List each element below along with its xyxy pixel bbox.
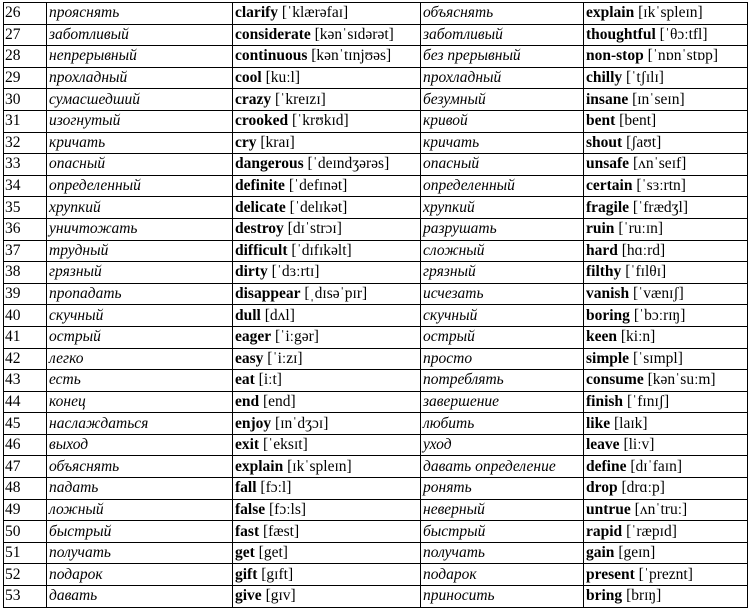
transcription: [ˈkrʊkɪd] (291, 112, 349, 130)
transcription: [ˈfrædʒl] (632, 198, 689, 216)
english-entry (233, 110, 421, 132)
row-number: 29 (4, 67, 47, 89)
transcription: [ˈiːgər] (275, 328, 319, 346)
transcription: [iːt] (258, 371, 282, 389)
table-row (4, 3, 748, 25)
transcription: [drɑːp] (621, 479, 665, 497)
row-number: 45 (4, 413, 47, 435)
table-row (4, 586, 748, 608)
transcription: [ɪnˈdʒɔɪ] (275, 414, 329, 432)
transcription: [end] (263, 392, 296, 410)
russian-word: прояснять (47, 3, 233, 25)
table-row (4, 542, 748, 564)
table-row (4, 132, 748, 154)
english-synonym: define (586, 457, 627, 475)
english-entry (233, 348, 421, 370)
english-synonym-entry (584, 434, 748, 456)
transcription: [ɪkˈspleɪn] (287, 457, 352, 475)
russian-word: острый (47, 326, 233, 348)
russian-synonym: сложный (421, 240, 584, 262)
english-word: gift (235, 565, 258, 583)
english-entry (233, 197, 421, 219)
row-number: 36 (4, 218, 47, 240)
english-word: dull (235, 306, 261, 324)
transcription: [ɪnˈseɪn] (632, 90, 685, 108)
english-synonym: bring (586, 587, 623, 605)
russian-word: заботливый (47, 24, 233, 46)
russian-word: пропадать (47, 283, 233, 305)
row-number: 35 (4, 197, 47, 219)
english-entry (233, 478, 421, 500)
english-synonym-entry (584, 240, 748, 262)
row-number: 50 (4, 521, 47, 543)
transcription: [gɪv] (265, 587, 296, 605)
transcription: [ˈdɪfɪkəlt] (291, 241, 352, 259)
transcription: [get] (258, 544, 288, 562)
english-entry (233, 3, 421, 25)
english-synonym-entry (584, 391, 748, 413)
table-row (4, 197, 748, 219)
english-word: delicate (235, 198, 286, 216)
transcription: [gɪft] (261, 565, 294, 583)
russian-word: давать (47, 586, 233, 608)
english-word: cool (235, 69, 262, 87)
english-synonym-entry (584, 478, 748, 500)
transcription: [ˈiːzɪ] (267, 349, 303, 367)
russian-synonym: просто (421, 348, 584, 370)
english-synonym-entry (584, 132, 748, 154)
english-synonym-entry (584, 586, 748, 608)
row-number: 31 (4, 110, 47, 132)
english-entry (233, 218, 421, 240)
russian-synonym: прохладный (421, 67, 584, 89)
row-number: 46 (4, 434, 47, 456)
table-row (4, 370, 748, 392)
english-synonym-entry (584, 521, 748, 543)
transcription: [hɑːrd] (621, 241, 666, 259)
transcription: [ˈdɜːrtɪ] (271, 263, 320, 281)
russian-word: трудный (47, 240, 233, 262)
table-row (4, 218, 748, 240)
transcription: [ˈtʃɪlɪ] (626, 69, 664, 87)
english-synonym-entry (584, 370, 748, 392)
english-synonym: untrue (586, 500, 631, 518)
transcription: [dɪˈstrɔɪ] (287, 220, 342, 238)
english-synonym: ruin (586, 220, 615, 238)
english-entry (233, 154, 421, 176)
russian-word: объяснять (47, 456, 233, 478)
russian-word: уничтожать (47, 218, 233, 240)
english-synonym: consume (586, 371, 644, 389)
english-synonym-entry (584, 499, 748, 521)
english-synonym-entry (584, 67, 748, 89)
transcription: [ʃaʊt] (626, 133, 662, 151)
english-word: disappear (235, 285, 301, 303)
english-entry (233, 175, 421, 197)
english-synonym-entry (584, 46, 748, 68)
row-number: 42 (4, 348, 47, 370)
english-synonym-entry (584, 456, 748, 478)
table-row (4, 521, 748, 543)
russian-word: опасный (47, 154, 233, 176)
transcription: [fɔːls] (269, 500, 307, 518)
english-entry (233, 413, 421, 435)
english-synonym: like (586, 414, 611, 432)
english-synonym-entry (584, 348, 748, 370)
transcription: [laɪk] (614, 414, 648, 432)
russian-word: подарок (47, 564, 233, 586)
transcription: [ˈræpɪd] (626, 522, 677, 540)
transcription: [ˈsɜːrtn] (636, 177, 686, 195)
russian-synonym: острый (421, 326, 584, 348)
english-entry (233, 46, 421, 68)
russian-synonym: хрупкий (421, 197, 584, 219)
english-entry (233, 521, 421, 543)
english-entry (233, 67, 421, 89)
english-synonym: drop (586, 479, 618, 497)
transcription: [bent] (619, 112, 657, 130)
russian-synonym: потреблять (421, 370, 584, 392)
table-row (4, 478, 748, 500)
english-word: considerate (235, 25, 311, 43)
transcription: [ˈdelɪkət] (289, 198, 348, 216)
table-row (4, 175, 748, 197)
russian-synonym: давать определение (421, 456, 584, 478)
transcription: [ɪkˈspleɪn] (638, 4, 703, 22)
russian-word: грязный (47, 262, 233, 284)
table-row (4, 413, 748, 435)
english-word: definite (235, 177, 285, 195)
table-row (4, 24, 748, 46)
transcription: [geɪn] (618, 544, 656, 562)
english-synonym-entry (584, 326, 748, 348)
table-row (4, 46, 748, 68)
english-entry (233, 132, 421, 154)
table-row (4, 391, 748, 413)
table-row (4, 456, 748, 478)
row-number: 40 (4, 305, 47, 327)
english-synonym-entry (584, 413, 748, 435)
russian-word: определенный (47, 175, 233, 197)
transcription: [fɔːl] (260, 479, 292, 497)
row-number: 32 (4, 132, 47, 154)
row-number: 47 (4, 456, 47, 478)
english-synonym-entry (584, 197, 748, 219)
english-entry (233, 586, 421, 608)
table-row (4, 564, 748, 586)
english-entry (233, 240, 421, 262)
english-synonym: keen (586, 328, 617, 346)
transcription: [kənˈsɪdərət] (314, 25, 394, 43)
table-row (4, 89, 748, 111)
transcription: [kraɪ] (260, 133, 295, 151)
row-number: 52 (4, 564, 47, 586)
english-entry (233, 89, 421, 111)
russian-synonym: ронять (421, 478, 584, 500)
english-entry (233, 326, 421, 348)
russian-word: изогнутый (47, 110, 233, 132)
english-synonym-entry (584, 283, 748, 305)
transcription: [kənˈtɪnjʊəs] (311, 47, 392, 65)
russian-synonym: заботливый (421, 24, 584, 46)
russian-word: сумасшедший (47, 89, 233, 111)
russian-word: непрерывный (47, 46, 233, 68)
russian-word: выход (47, 434, 233, 456)
table-row (4, 240, 748, 262)
table-row (4, 154, 748, 176)
english-word: enjoy (235, 414, 272, 432)
russian-synonym: получать (421, 542, 584, 564)
russian-synonym: быстрый (421, 521, 584, 543)
english-word: explain (235, 457, 284, 475)
row-number: 43 (4, 370, 47, 392)
russian-word: падать (47, 478, 233, 500)
table-row (4, 499, 748, 521)
english-entry (233, 391, 421, 413)
transcription: [ˈkreɪzɪ] (275, 90, 326, 108)
english-word: clarify (235, 4, 279, 22)
english-synonym: filthy (586, 263, 622, 281)
english-entry (233, 499, 421, 521)
transcription: [ˈruːɪn] (618, 220, 664, 238)
english-entry (233, 283, 421, 305)
english-synonym-entry (584, 110, 748, 132)
russian-word: ложный (47, 499, 233, 521)
russian-word: хрупкий (47, 197, 233, 219)
english-entry (233, 542, 421, 564)
english-synonym: boring (586, 306, 630, 324)
english-word: cry (235, 133, 257, 151)
transcription: [ʌnˈtruː] (634, 500, 688, 518)
row-number: 48 (4, 478, 47, 500)
transcription: [ˈbɔːrɪŋ] (633, 306, 686, 324)
english-synonym-entry (584, 542, 748, 564)
english-word: exit (235, 436, 260, 454)
transcription: [ˈdefɪnət] (288, 177, 348, 195)
english-synonym: finish (586, 392, 624, 410)
russian-synonym: объяснять (421, 3, 584, 25)
russian-synonym: грязный (421, 262, 584, 284)
english-entry (233, 370, 421, 392)
table-row (4, 348, 748, 370)
english-word: destroy (235, 220, 284, 238)
russian-synonym: опасный (421, 154, 584, 176)
russian-synonym: исчезать (421, 283, 584, 305)
russian-word: есть (47, 370, 233, 392)
english-synonym: leave (586, 436, 620, 454)
english-synonym: certain (586, 177, 633, 195)
russian-synonym: кривой (421, 110, 584, 132)
english-entry (233, 24, 421, 46)
transcription: [ˈnɒnˈstɒp] (647, 47, 719, 65)
table-row (4, 305, 748, 327)
russian-word: кричать (47, 132, 233, 154)
row-number: 26 (4, 3, 47, 25)
transcription: [ˈpreznt] (638, 565, 693, 583)
table-row (4, 326, 748, 348)
english-word: difficult (235, 241, 288, 259)
table-row (4, 262, 748, 284)
row-number: 37 (4, 240, 47, 262)
english-synonym: explain (586, 4, 635, 22)
english-word: get (235, 544, 255, 562)
english-entry (233, 434, 421, 456)
english-entry (233, 262, 421, 284)
russian-synonym: определенный (421, 175, 584, 197)
transcription: [ˈfɪlθɪ] (625, 263, 667, 281)
russian-synonym: подарок (421, 564, 584, 586)
table-row (4, 434, 748, 456)
transcription: [kənˈsuːm] (647, 371, 716, 389)
english-synonym-entry (584, 154, 748, 176)
english-synonym: gain (586, 544, 615, 562)
english-synonym-entry (584, 564, 748, 586)
english-entry (233, 564, 421, 586)
transcription: [ʌnˈseɪf] (632, 155, 687, 173)
russian-word: конец (47, 391, 233, 413)
russian-word: быстрый (47, 521, 233, 543)
english-synonym: bent (586, 112, 616, 130)
english-word: eager (235, 328, 272, 346)
transcription: [ˈdeɪndʒərəs] (307, 155, 390, 173)
english-synonym: insane (586, 90, 629, 108)
english-synonym-entry (584, 175, 748, 197)
russian-word: легко (47, 348, 233, 370)
transcription: [ˈeksɪt] (262, 436, 308, 454)
russian-synonym: уход (421, 434, 584, 456)
transcription: [dʌl] (264, 306, 295, 324)
transcription: [ˈklærəfaɪ] (281, 4, 349, 22)
row-number: 27 (4, 24, 47, 46)
row-number: 39 (4, 283, 47, 305)
english-synonym: unsafe (586, 155, 630, 173)
row-number: 44 (4, 391, 47, 413)
english-word: give (235, 587, 262, 605)
russian-synonym: разрушать (421, 218, 584, 240)
russian-synonym: скучный (421, 305, 584, 327)
english-synonym-entry (584, 24, 748, 46)
english-word: dirty (235, 263, 268, 281)
transcription: [ˈsɪmpl] (632, 349, 683, 367)
table-row (4, 67, 748, 89)
english-word: crazy (235, 90, 272, 108)
transcription: [liːv] (623, 436, 655, 454)
row-number: 34 (4, 175, 47, 197)
english-synonym-entry (584, 262, 748, 284)
row-number: 41 (4, 326, 47, 348)
russian-synonym: неверный (421, 499, 584, 521)
russian-synonym: приносить (421, 586, 584, 608)
russian-synonym: любить (421, 413, 584, 435)
english-word: continuous (235, 47, 308, 65)
english-entry (233, 305, 421, 327)
english-synonym: simple (586, 349, 630, 367)
vocabulary-table (3, 2, 748, 608)
english-word: crooked (235, 112, 289, 130)
row-number: 38 (4, 262, 47, 284)
transcription: [kiːn] (620, 328, 656, 346)
english-synonym: vanish (586, 285, 630, 303)
table-row (4, 110, 748, 132)
english-synonym-entry (584, 218, 748, 240)
transcription: [ˈθɔːtfl] (659, 25, 708, 43)
row-number: 30 (4, 89, 47, 111)
russian-synonym: кричать (421, 132, 584, 154)
russian-synonym: завершение (421, 391, 584, 413)
english-word: fall (235, 479, 257, 497)
english-synonym: thoughtful (586, 25, 656, 43)
table-row (4, 283, 748, 305)
row-number: 49 (4, 499, 47, 521)
transcription: [brɪŋ] (626, 587, 662, 605)
russian-synonym: без прерывный (421, 46, 584, 68)
english-synonym: chilly (586, 69, 623, 87)
russian-synonym: безумный (421, 89, 584, 111)
row-number: 51 (4, 542, 47, 564)
english-synonym: shout (586, 133, 623, 151)
transcription: [kuːl] (265, 69, 300, 87)
english-word: dangerous (235, 155, 304, 173)
row-number: 28 (4, 46, 47, 68)
russian-word: получать (47, 542, 233, 564)
english-synonym: fragile (586, 198, 630, 216)
russian-word: наслаждаться (47, 413, 233, 435)
english-synonym-entry (584, 89, 748, 111)
row-number: 53 (4, 586, 47, 608)
transcription: [ˌdɪsəˈpɪr] (304, 285, 368, 303)
row-number: 33 (4, 154, 47, 176)
transcription: [ˈfɪnɪʃ] (626, 392, 670, 410)
russian-word: скучный (47, 305, 233, 327)
english-synonym: present (586, 565, 635, 583)
english-word: eat (235, 371, 255, 389)
english-word: end (235, 392, 260, 410)
english-word: false (235, 500, 266, 518)
russian-word: прохладный (47, 67, 233, 89)
english-synonym: rapid (586, 522, 623, 540)
transcription: [dɪˈfaɪn] (630, 457, 682, 475)
english-entry (233, 456, 421, 478)
transcription: [ˈvænɪʃ] (632, 285, 684, 303)
vocabulary-table-body (4, 3, 748, 608)
english-synonym-entry (584, 3, 748, 25)
english-synonym: hard (586, 241, 618, 259)
english-word: fast (235, 522, 260, 540)
english-word: easy (235, 349, 264, 367)
english-synonym-entry (584, 305, 748, 327)
english-synonym: non-stop (586, 47, 644, 65)
transcription: [fæst] (262, 522, 300, 540)
